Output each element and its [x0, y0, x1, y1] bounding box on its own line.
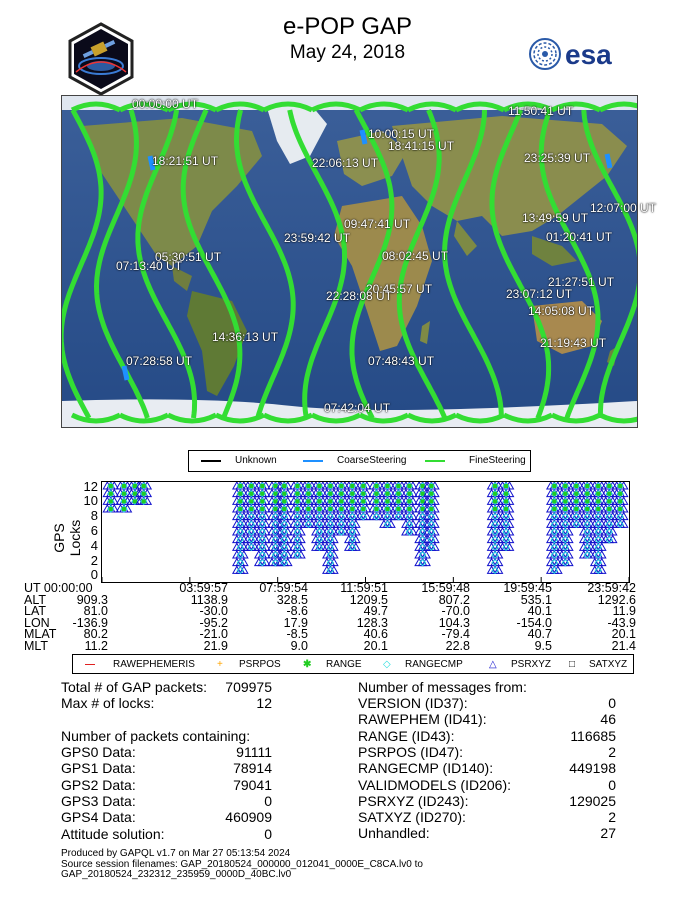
range-point: [585, 507, 589, 511]
ephemeris-cell: 9.5: [534, 638, 552, 653]
rangecmp-marker-icon: ◇: [383, 659, 391, 670]
range-point: [585, 492, 589, 496]
ephemeris-cell: -70.0: [441, 604, 470, 618]
range-point: [317, 492, 321, 496]
range-point: [396, 492, 400, 496]
gps-locks-svg: [102, 482, 629, 582]
range-point: [361, 507, 365, 511]
range-point: [618, 499, 622, 503]
range-point: [563, 484, 567, 488]
containing-label: GPS0 Data:: [61, 744, 136, 760]
ytick-0: 0: [90, 567, 98, 582]
range-point: [574, 507, 578, 511]
map-time-label: 07:28:58 UT: [126, 354, 193, 368]
ephemeris-cell: -154.0: [516, 615, 552, 630]
range-point: [361, 499, 365, 503]
ephemeris-cell: 535.1: [520, 592, 552, 607]
range-point: [421, 492, 425, 496]
range-point: [493, 499, 497, 503]
total-packets-value: 709975: [225, 679, 272, 695]
ephemeris-cell: -79.4: [441, 627, 470, 641]
ephemeris-cell: 49.7: [363, 604, 388, 618]
range-point: [260, 507, 264, 511]
coarse-steering-track: [362, 130, 365, 144]
range-point: [238, 492, 242, 496]
ephemeris-cell: 81.0: [83, 604, 108, 618]
range-point: [493, 507, 497, 511]
ephemeris-cell: -8.5: [286, 627, 308, 641]
range-point: [328, 484, 332, 488]
ephemeris-cell: 40.7: [527, 627, 552, 641]
ephemeris-row-label: LAT: [24, 604, 46, 618]
message-label: PSRXYZ (ID243):: [358, 792, 469, 809]
map-time-label: 07:13:40 UT: [116, 259, 183, 273]
x-tick-4: 15:59:48: [421, 581, 470, 595]
legend-line-fine: [425, 460, 445, 462]
mission-logo: [64, 22, 138, 96]
footer: [61, 849, 423, 881]
ephemeris-cell: 1209.5: [349, 592, 388, 607]
ephemeris-cell: 20.1: [363, 638, 388, 653]
message-value: 2: [608, 809, 616, 826]
containing-label: GPS4 Data:: [61, 809, 136, 826]
map-time-label: 18:21:51 UT: [152, 154, 219, 168]
range-point: [407, 492, 411, 496]
map-time-label: 21:27:51 UT: [548, 275, 615, 289]
message-label: RANGE (ID43):: [358, 727, 455, 744]
range-point: [350, 499, 354, 503]
ephemeris-row-label: ALT: [24, 592, 46, 607]
range-point: [122, 484, 126, 488]
ytick-2: 2: [90, 553, 98, 568]
message-value: 0: [608, 695, 616, 711]
message-type-legend: [72, 654, 634, 674]
ephemeris-cell: -136.9: [72, 615, 108, 630]
range-point: [429, 492, 433, 496]
range-point: [574, 499, 578, 503]
x-tick-0: UT 00:00:00: [24, 581, 93, 595]
legend-label-unknown: Unknown: [235, 455, 277, 466]
range-point: [328, 507, 332, 511]
ephemeris-cell: 909.3: [76, 592, 108, 607]
range-point: [429, 507, 433, 511]
ephemeris-cell: -43.9: [607, 615, 636, 630]
max-locks-value: 12: [256, 695, 272, 711]
ephemeris-cell: 22.8: [445, 638, 470, 653]
ytick-8: 8: [90, 508, 98, 523]
range-point: [109, 484, 113, 488]
range-point: [249, 484, 253, 488]
message-value: 449198: [569, 760, 616, 777]
ephemeris-table: [24, 583, 636, 652]
ephemeris-cell: 104.3: [438, 615, 470, 630]
range-point: [295, 484, 299, 488]
range-point: [407, 499, 411, 503]
message-value: 46: [600, 711, 616, 728]
containing-value: 0: [264, 792, 272, 809]
ephemeris-cell: -21.0: [199, 627, 228, 641]
legend-line-coarse: [303, 460, 323, 462]
svg-text:esa: esa: [565, 39, 612, 70]
map-time-label: 09:47:41 UT: [344, 217, 411, 231]
ephemeris-cell: -8.6: [286, 604, 308, 618]
message-label: VALIDMODELS (ID206):: [358, 776, 512, 793]
range-point: [282, 499, 286, 503]
legend-rangecmp: RANGECMP: [405, 659, 463, 670]
ephemeris-cell: -30.0: [199, 604, 228, 618]
ytick-6: 6: [90, 523, 98, 538]
ephemeris-row-label: LON: [24, 615, 50, 630]
map-time-label: 18:41:15 UT: [388, 139, 455, 153]
page-date: May 24, 2018: [289, 42, 406, 63]
map-time-label: 10:00:15 UT: [368, 127, 435, 141]
range-point: [317, 507, 321, 511]
ephemeris-cell: 128.3: [356, 615, 388, 630]
range-point: [109, 499, 113, 503]
ephemeris-row-label: MLT: [24, 638, 49, 653]
range-point: [249, 499, 253, 503]
map-time-label: 01:20:41 UT: [546, 230, 613, 244]
ephemeris-cell: 11.9: [612, 604, 636, 618]
range-point: [407, 507, 411, 511]
message-label: RANGECMP (ID140):: [358, 760, 494, 777]
rawephemeris-marker-icon: —: [85, 659, 95, 670]
message-label: RAWEPHEM (ID41):: [358, 711, 487, 728]
ephemeris-cell: 328.5: [276, 592, 308, 607]
range-point: [282, 484, 286, 488]
range-point: [607, 499, 611, 503]
ephemeris-row-mlt: [24, 638, 636, 653]
range-point: [504, 507, 508, 511]
page-title: e-POP GAP: [283, 13, 412, 40]
ephemeris-cell: 11.2: [84, 638, 108, 653]
map-time-label: 07:42:04 UT: [324, 401, 391, 415]
map-time-label: 22:28:08 UT: [326, 289, 393, 303]
x-tick-6: 23:59:42: [587, 581, 636, 595]
ytick-12: 12: [83, 479, 98, 494]
map-time-label: 20:45:57 UT: [366, 282, 433, 296]
range-point: [396, 499, 400, 503]
map-time-label: 23:25:39 UT: [524, 151, 591, 165]
psrxyz-marker-icon: △: [489, 659, 497, 670]
range-point: [339, 484, 343, 488]
x-tick-1: 03:59:57: [179, 581, 228, 595]
ephemeris-cell: 20.1: [611, 627, 636, 641]
range-point: [596, 507, 600, 511]
range-point: [607, 484, 611, 488]
range-point: [385, 507, 389, 511]
range-point: [133, 499, 137, 503]
message-value: 27: [600, 825, 616, 842]
map-time-label: 13:49:59 UT: [522, 211, 589, 225]
range-point: [504, 492, 508, 496]
range-point: [306, 484, 310, 488]
range-point: [493, 484, 497, 488]
ephemeris-cell: 1292.6: [597, 592, 636, 607]
range-point: [282, 492, 286, 496]
ephemeris-cell: -95.2: [199, 615, 228, 630]
range-point: [504, 484, 508, 488]
range-point: [585, 484, 589, 488]
max-locks-label: Max # of locks:: [61, 695, 155, 711]
legend-label-coarse: CoarseSteering: [337, 455, 407, 466]
range-point: [109, 492, 113, 496]
esa-logo: [527, 36, 633, 72]
range-point: [260, 484, 264, 488]
legend-range: RANGE: [326, 659, 362, 670]
ephemeris-cell: 21.4: [611, 638, 636, 653]
range-point: [328, 492, 332, 496]
range-point: [585, 499, 589, 503]
range-point: [133, 492, 137, 496]
range-point: [109, 507, 113, 511]
map-time-label: 08:02:45 UT: [382, 249, 449, 263]
range-point: [260, 492, 264, 496]
range-point: [574, 492, 578, 496]
containing-value: 78914: [233, 760, 272, 777]
range-point: [133, 484, 137, 488]
satxyz-marker-icon: □: [569, 659, 576, 670]
range-point: [607, 492, 611, 496]
x-tick-5: 19:59:45: [503, 581, 552, 595]
range-point: [142, 499, 146, 503]
range-point: [317, 484, 321, 488]
range-point: [361, 492, 365, 496]
containing-value: 0: [264, 825, 272, 842]
ytick-4: 4: [90, 538, 98, 553]
range-point: [396, 484, 400, 488]
range-point: [396, 507, 400, 511]
map-time-label: 14:36:13 UT: [212, 330, 279, 344]
range-point: [142, 492, 146, 496]
x-tick-3: 11:59:51: [340, 581, 388, 595]
range-point: [249, 492, 253, 496]
ephemeris-cell: 21.9: [203, 638, 228, 653]
range-point: [295, 507, 299, 511]
range-point: [429, 499, 433, 503]
range-point: [385, 499, 389, 503]
containing-title: Number of packets containing:: [61, 728, 251, 744]
range-point: [374, 507, 378, 511]
map-time-label: 14:05:08 UT: [528, 304, 595, 318]
message-value: 129025: [569, 792, 616, 809]
range-point: [574, 484, 578, 488]
range-point: [421, 507, 425, 511]
range-point: [350, 507, 354, 511]
range-point: [607, 507, 611, 511]
footer-source-files: Source session filenames: GAP_20180524_000000_012041_0000E_C8CA.lv0 to: [61, 858, 423, 870]
messages-title: Number of messages from:: [358, 679, 527, 695]
range-point: [618, 507, 622, 511]
message-label: Unhandled:: [358, 825, 430, 842]
range-point: [339, 492, 343, 496]
coarse-steering-track: [607, 154, 610, 168]
range-point: [552, 499, 556, 503]
ephemeris-cell: 40.1: [527, 604, 552, 618]
range-point: [385, 492, 389, 496]
map-time-label: 11:50:41 UT: [508, 104, 574, 118]
range-point: [273, 499, 277, 503]
range-point: [429, 484, 433, 488]
range-point: [238, 499, 242, 503]
containing-label: GPS2 Data:: [61, 776, 136, 793]
ephemeris-cell: 80.2: [83, 627, 108, 641]
map-time-label: 07:48:43 UT: [368, 354, 435, 368]
range-point: [596, 484, 600, 488]
range-point: [273, 484, 277, 488]
range-point: [306, 507, 310, 511]
map-time-label: 22:06:13 UT: [312, 156, 379, 170]
range-point: [618, 492, 622, 496]
range-point: [339, 499, 343, 503]
ephemeris-cell: 1138.9: [190, 592, 228, 607]
range-point: [350, 484, 354, 488]
range-point: [504, 499, 508, 503]
map-time-label: 05:30:51 UT: [155, 250, 222, 264]
range-marker-icon: ✱: [303, 659, 312, 670]
range-point: [122, 492, 126, 496]
range-point: [273, 492, 277, 496]
legend-label-fine: FineSteering: [469, 455, 526, 466]
range-point: [421, 484, 425, 488]
footer-source-files-cont: GAP_20180524_232312_235959_0000D_40BC.lv0: [61, 869, 292, 880]
range-point: [596, 499, 600, 503]
legend-psrxyz: PSRXYZ: [511, 659, 552, 670]
ephemeris-cell: 17.9: [283, 615, 308, 630]
range-point: [361, 484, 365, 488]
ephemeris-cell: 9.0: [290, 638, 308, 653]
total-packets-label: Total # of GAP packets:: [61, 679, 208, 695]
map-time-label: 23:59:42 UT: [284, 231, 351, 245]
range-point: [493, 492, 497, 496]
range-point: [339, 507, 343, 511]
message-value: 116685: [570, 727, 616, 744]
range-point: [374, 499, 378, 503]
range-point: [374, 484, 378, 488]
range-point: [552, 507, 556, 511]
legend-line-unknown: [201, 460, 221, 462]
ephemeris-row-label: MLAT: [24, 627, 57, 641]
range-point: [563, 492, 567, 496]
range-point: [618, 484, 622, 488]
range-point: [596, 492, 600, 496]
range-point: [407, 484, 411, 488]
range-point: [273, 507, 277, 511]
range-point: [295, 499, 299, 503]
footer-produced-by: Produced by GAPQL v1.7 on Mar 27 05:13:54 2024: [61, 848, 291, 859]
range-point: [421, 499, 425, 503]
map-time-label: 23:07:12 UT: [506, 287, 573, 301]
containing-value: 79041: [233, 776, 272, 793]
map-time-label: 12:07:00 UT: [590, 201, 657, 215]
ephemeris-cell: 807.2: [438, 592, 470, 607]
map-time-label: 21:19:43 UT: [540, 336, 607, 350]
range-point: [306, 499, 310, 503]
range-point: [238, 484, 242, 488]
range-point: [249, 507, 253, 511]
range-point: [122, 507, 126, 511]
range-point: [552, 484, 556, 488]
legend-psrpos: PSRPOS: [239, 659, 281, 670]
legend-rawephemeris: RAWEPHEMERIS: [113, 659, 195, 670]
message-value: 0: [608, 776, 616, 793]
ephemeris-cell: 40.6: [363, 627, 388, 641]
range-point: [552, 492, 556, 496]
psrpos-marker-icon: +: [217, 659, 223, 670]
range-point: [385, 484, 389, 488]
gps-y-axis-label: GPS Locks: [51, 519, 83, 557]
gps-locks-plot: [101, 481, 630, 583]
range-point: [374, 492, 378, 496]
containing-label: GPS1 Data:: [61, 760, 136, 777]
range-point: [238, 507, 242, 511]
range-point: [317, 499, 321, 503]
steering-legend: [188, 450, 531, 472]
range-point: [563, 499, 567, 503]
range-point: [142, 484, 146, 488]
containing-label: GPS3 Data:: [61, 792, 136, 809]
range-point: [260, 499, 264, 503]
range-point: [306, 492, 310, 496]
message-label: VERSION (ID37):: [358, 695, 468, 711]
x-tick-2: 07:59:54: [259, 581, 308, 595]
legend-satxyz: SATXYZ: [589, 659, 628, 670]
containing-value: 91111: [236, 744, 272, 760]
range-point: [122, 499, 126, 503]
message-label: PSRPOS (ID47):: [358, 743, 464, 760]
message-label: SATXYZ (ID270):: [358, 809, 466, 826]
range-point: [328, 499, 332, 503]
coarse-steering-track: [124, 366, 127, 380]
ytick-10: 10: [83, 493, 98, 508]
message-value: 2: [608, 743, 616, 760]
range-point: [295, 492, 299, 496]
range-point: [282, 507, 286, 511]
map-time-label: 00:00:00 UT: [132, 97, 199, 111]
containing-value: 460909: [225, 809, 272, 826]
range-point: [350, 492, 354, 496]
containing-label: Attitude solution:: [61, 825, 165, 842]
range-point: [563, 507, 567, 511]
